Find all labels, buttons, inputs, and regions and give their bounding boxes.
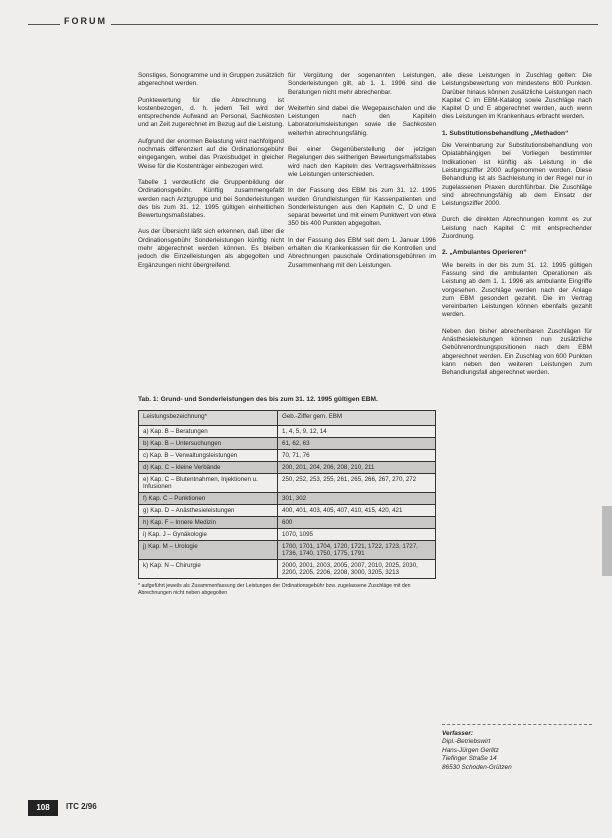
section-header: FORUM (60, 16, 111, 26)
table-row (139, 438, 436, 450)
row-codes: 1070, 1095 (278, 529, 436, 541)
author-heading: Verfasser: (442, 730, 474, 737)
paragraph: für Vergütung der sogenannten Leistungen, Sonderleistungen gilt, ab 1. 1. 1996 sind die Beratungen nicht mehr abrechenbar. (288, 72, 436, 96)
table-row (139, 529, 436, 541)
paragraph: Tabelle 1 verdeutlicht die Gruppenbildung der Ordinationsgebühr. Künftig zusammengefaßt werden nach Arztgruppe und bei Sonderleistungen des bis zum 31. 12. 1995 gültigen einheitlichen Bewertungsmaßstabes. (138, 178, 284, 220)
paragraph: In der Fassung des EBM bis zum 31. 12. 1995 wurden Grundleistungen für Kassenpatienten und Sonderleistungen aus den Kapiteln C, D und E separat bewertet und mit einem Punktwert von etwa 350 bis 400 Punkten abgegolten. (288, 187, 436, 228)
table-row (139, 560, 436, 579)
paragraph: Bei einer Gegenüberstellung der jetzigen Regelungen des seitherigen Bewertungsmaßstabes wird nach den Kapiteln des Vertragsverhältnisses wie Leistungen unterschieden. (288, 146, 436, 178)
column-header: Leistungsbezeichnung* (139, 411, 278, 426)
row-codes: 600 (278, 517, 436, 529)
paragraph: Aus der Übersicht läßt sich erkennen, daß über die Ordinationsgebühr Sonderleistungen künftig nicht mehr abgerechnet werden können. Es bleiben jedoch die Einzelleistungen als abgegolten und Ergänzungen nicht übergreifend. (138, 228, 284, 269)
table-row (139, 426, 436, 438)
services-table (138, 410, 436, 579)
table-row (139, 493, 436, 505)
section-heading-1: 1. Substitutionsbehandlung „Methadon“ (442, 129, 569, 137)
row-label: k) Kap. N – Chirurgie (139, 560, 278, 579)
row-label: e) Kap. C – Blutentnahmen, Injektionen u. Infusionen (139, 474, 278, 493)
table-row (139, 462, 436, 474)
author-divider (442, 724, 592, 726)
row-label: c) Kap. B – Verwaltungsleistungen (139, 450, 278, 462)
paragraph: Punktewertung für die Abrechnung ist kostenbezogen, d. h. jedem Teil wird der entsprechende Aufwand an Personal, Sachkosten und an Zeit zugerechnet im Bezug auf die Leistung. (138, 96, 285, 129)
row-codes: 1, 4, 5, 9, 12, 14 (278, 426, 436, 438)
paragraph: Durch die direkten Abrechnungen kommt es zur Leistung nach Kapitel C mit entsprechender Zuordnung. (442, 216, 592, 241)
row-codes: 70, 71, 76 (278, 450, 436, 462)
table-caption: Tab. 1: Grund- und Sonderleistungen des bis zum 31. 12. 1995 gültigen EBM. (138, 396, 378, 403)
row-codes: 301, 302 (278, 493, 436, 505)
paragraph: Weiterhin sind dabei die Wegepauschalen und die Leistungen nach den Kapiteln Laboratoriumsleistungen sowie die Sachkosten weiterhin abrechnungsfähig. (288, 104, 436, 137)
row-label: i) Kap. J – Gynäkologie (139, 529, 278, 541)
paragraph: alle diese Leistungen in Zuschlag gelten: Die Leistungsbewertung von mindestens 600 Punkten. Darüber hinaus können zusätzliche Leistungen nach Kapitel C im EBM-Katalog sowie Zuschläge nach Kapitel D und E abgerechnet werden, auch wenn dies Leistungen im Krankenhaus erbracht werden. (442, 72, 592, 121)
header-rule (28, 24, 598, 25)
table-header-row (139, 411, 436, 426)
row-label: d) Kap. C – kleine Verbände (139, 462, 278, 474)
row-label: b) Kap. B – Untersuchungen (139, 438, 278, 450)
text-column-1 (138, 72, 284, 278)
paragraph: Wie bereits in der bis zum 31. 12. 1995 gültigen Fassung sind die ambulanten Operationen als Leistung ab dem 1. 1. 1996 als ambulante Eingriffe vorgesehen. Zuschläge werden nach der Anlage zum EBM gesondert gezahlt. Die im Vertrag vereinbarten Leistungen können ebenfalls gezahlt werden. (442, 261, 592, 319)
page-number: 108 (28, 800, 58, 816)
page-footer (28, 800, 124, 816)
table-row (139, 541, 436, 560)
paragraph: Sonstiges, Sonogramme und in Gruppen zusätzlich abgerechnet werden. (138, 72, 284, 88)
row-label: g) Kap. D – Anästhesieleistungen (139, 505, 278, 517)
row-codes: 200, 201, 204, 206, 208, 210, 211 (278, 462, 436, 474)
table-row (139, 517, 436, 529)
table-block (138, 396, 436, 596)
row-label: f) Kap. C – Punktionen (139, 493, 278, 505)
author-block (442, 730, 512, 772)
row-label: a) Kap. B – Beratungen (139, 426, 278, 438)
paragraph: Die Vereinbarung zur Substitutionsbehandlung von Opiatabhängigen bei Vorliegen bestimmter Indikationen ist künftig als Leistung in die Leistungsziffer 2000 aufgenommen worden. Diese Behandlung ist als Sachleistung in der Regel nur in zugelassenen Praxen durchführbar. Die Zuschläge sind abrechnungsfähig ab dem Einsatz der Leistungsziffer 2000. (442, 142, 592, 208)
paragraph: In der Fassung des EBM seit dem 1. Januar 1996 erhalten die Krankenkassen für die Kontrollen und Abrechnungen pauschale Ordinationsgebühren im Zusammenhang mit den Leistungen. (288, 236, 436, 269)
row-codes: 1700, 1701, 1704, 1720, 1721, 1722, 1723, 1727, 1736, 1740, 1750, 1775, 1791 (278, 541, 436, 560)
table-footnote: * aufgeführt jeweils als Zusammenfassung der Leistungen der Ordinationsgebühr bzw. zugelassene Zuschläge mit den Abrechnungen nicht neben abgegolten (138, 583, 411, 596)
author-line: Dipl.-Betriebswirt (442, 738, 491, 746)
table-row (139, 474, 436, 493)
text-column-3 (442, 72, 592, 386)
row-codes: 400, 401, 403, 405, 407, 410, 415, 420, 421 (278, 505, 436, 517)
author-line: Tiefinger Straße 14 (442, 755, 497, 763)
binding-edge (602, 506, 612, 576)
author-line: 86530 Schoden-Grützen (442, 763, 512, 771)
row-codes: 61, 62, 63 (278, 438, 436, 450)
text-column-2 (288, 72, 436, 278)
row-label: j) Kap. M – Urologie (139, 541, 278, 560)
paragraph: Aufgrund der enormen Belastung wird nachfolgend nochmals differenziert auf die Ordinationsgebühr eingegangen, wobei das Praxisbudget in gleicher Weise für die Kostenträger einbezogen wird. (138, 137, 284, 170)
section-heading-2: 2. „Ambulantes Operieren“ (442, 249, 527, 257)
row-codes: 250, 252, 253, 255, 261, 265, 266, 267, 270, 272 (278, 474, 436, 493)
table-row (139, 450, 436, 462)
author-line: Hans-Jürgen Gerlitz (442, 746, 499, 754)
row-label: h) Kap. F – Innere Medizin (139, 517, 278, 529)
paragraph: Neben den bisher abrechenbaren Zuschlägen für Anästhesieleistungen können nun zusätzliche Gebührenordnungspositionen nach dem EBM abgerechnet werden. Ein Zuschlag von 600 Punkten kann neben den weiteren Leistungen zum Behandlungsfall abgerechnet werden. (442, 327, 592, 377)
row-codes: 2000, 2001, 2003, 2005, 2007, 2010, 2025, 2030, 2200, 2205, 2206, 2208, 3000, 3205, 3213 (278, 560, 436, 579)
column-header: Geb.-Ziffer gem. EBM (278, 411, 436, 426)
issue-label: ITC 2/96 (66, 802, 97, 811)
table-row (139, 505, 436, 517)
